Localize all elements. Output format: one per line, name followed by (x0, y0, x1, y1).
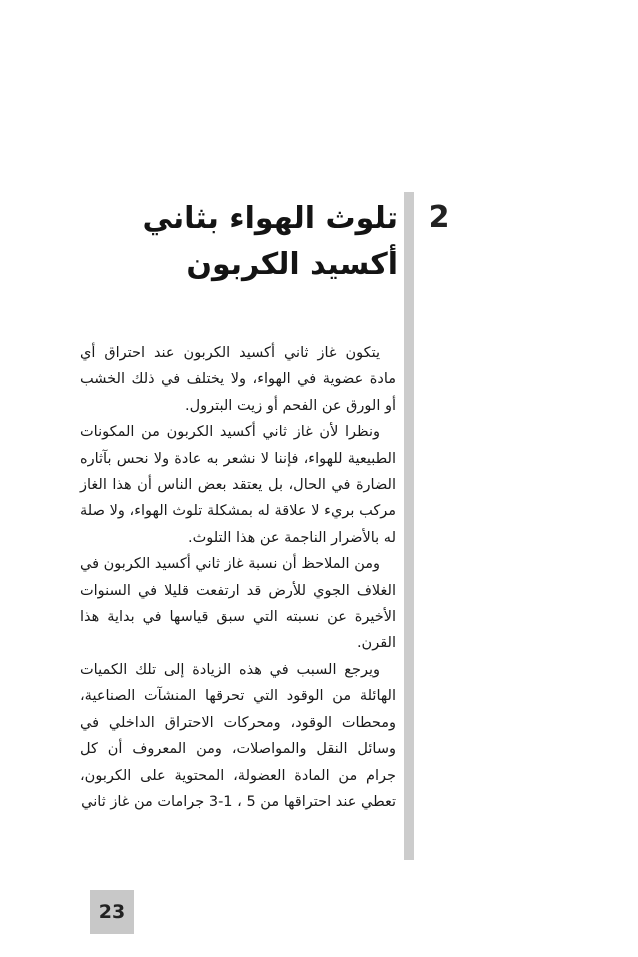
body-text (80, 340, 396, 815)
paragraph: يتكون غاز ثاني أكسيد الكربون عند احتراق أي مادة عضوية في الهواء، ولا يختلف في ذلك الخشب أو الورق عن الفحم أو زيت البترول. (80, 345, 396, 414)
chapter-number: 2 (428, 200, 450, 235)
chapter-title (100, 196, 398, 288)
chapter-title-line-2: أكسيد الكربون (186, 247, 398, 282)
chapter-side-bar (404, 192, 414, 860)
page-number: 23 (98, 901, 126, 923)
page-number-box (90, 890, 134, 934)
paragraph: ومن الملاحظ أن نسبة غاز ثاني أكسيد الكربون في الغلاف الجوي للأرض قد ارتفعت قليلا في السنوات الأخيرة عن نسبته التي سبق قياسها في بداية هذا القرن. (80, 556, 396, 652)
paragraph: ونظرا لأن غاز ثاني أكسيد الكربون من المكونات الطبيعية للهواء، فإننا لا نشعر به عادة ولا نحس بآثاره الضارة في الحال، بل يعتقد بعض الناس أن هذا الغاز مركب بريء لا علاقة له بمشكلة تلوث الهواء، ولا صلة له بالأضرار الناجمة عن هذا التلوث. (80, 424, 396, 546)
chapter-title-line-1: تلوث الهواء بثاني (142, 201, 398, 236)
paragraph: ويرجع السبب في هذه الزيادة إلى تلك الكميات الهائلة من الوقود التي تحرقها المنشآت الصناعية، ومحطات الوقود، ومحركات الاحتراق الداخلي في وسائل النقل والمواصلات، ومن المعروف أن كل جرام من المادة العضولة، المحتوية على الكربون، تعطي عند احتراقها من 5 ، 1-3 جرامات من غاز ثاني (80, 661, 396, 810)
